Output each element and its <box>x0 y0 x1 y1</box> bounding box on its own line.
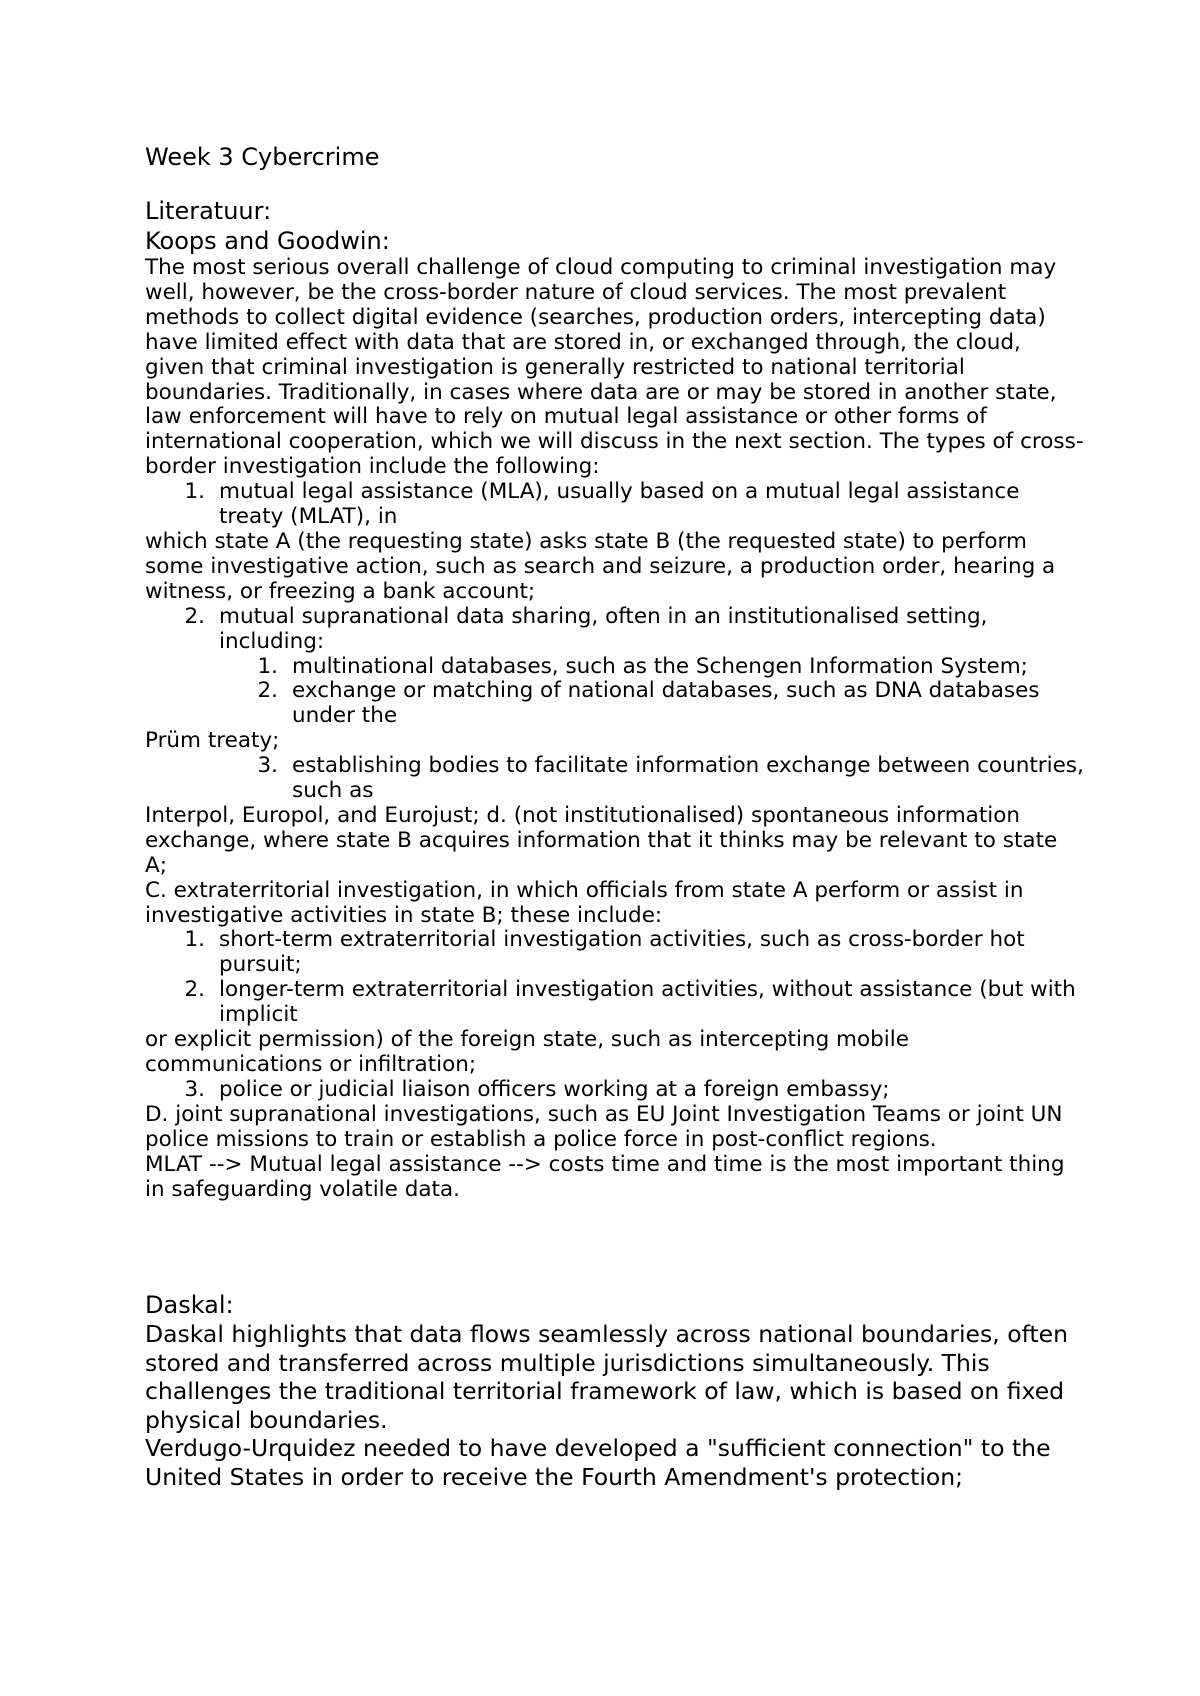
sub-list-item <box>145 655 1085 680</box>
list-text: police or judicial liaison officers working at a foreign embassy; <box>219 1076 890 1102</box>
section-c-paragraph: C. extraterritorial investigation, in which officials from state A perform or assist in investigative activities in state B; these include: <box>145 877 1024 928</box>
list-number: 1. <box>184 479 205 505</box>
sub-list-item <box>145 754 1085 804</box>
list-item <box>145 1078 1085 1103</box>
sub-list-item <box>145 679 1085 729</box>
list-text: multinational databases, such as the Schengen Information System; <box>292 653 1028 679</box>
list-item <box>145 605 1085 655</box>
list-text: exchange or matching of national databases, such as DNA databases under the <box>292 678 1040 729</box>
daskal-paragraph: Daskal highlights that data flows seamlessly across national boundaries, often stored and transferred across multiple jurisdictions simultaneously. This challenges the traditional territorial framework of law, which is based on fixed physical boundaries. <box>145 1320 1068 1434</box>
koops-heading: Koops and Goodwin: <box>145 227 390 255</box>
section-d-paragraph: D. joint supranational investigations, such as EU Joint Investigation Teams or joint UN police missions to train or establish a police force in post-conflict regions. <box>145 1101 1063 1152</box>
list-text: mutual legal assistance (MLA), usually based on a mutual legal assistance treaty (MLAT), in <box>219 479 1020 530</box>
list-number: 3. <box>184 1076 205 1102</box>
list-continuation: or explicit permission) of the foreign state, such as intercepting mobile communications or infiltration; <box>145 1027 909 1077</box>
list-text: mutual supranational data sharing, often in an institutionalised setting, including: <box>219 603 988 654</box>
literature-heading: Literatuur: <box>145 197 272 225</box>
koops-section <box>145 256 1085 1202</box>
list-item <box>145 480 1085 530</box>
document-body <box>145 142 1085 1491</box>
document-title: Week 3 Cybercrime <box>145 143 380 171</box>
list-text: establishing bodies to facilitate information exchange between countries, such as <box>292 753 1084 804</box>
daskal-heading: Daskal: <box>145 1291 234 1320</box>
list-continuation: Prüm treaty; <box>145 728 280 754</box>
list-continuation: Interpol, Europol, and Eurojust; d. (not institutionalised) spontaneous information exchange, where state B acquires information that it thinks may be relevant to state A; <box>145 802 1058 878</box>
koops-intro-paragraph: The most serious overall challenge of cloud computing to criminal investigation may well, however, be the cross-border nature of cloud services. The most prevalent methods to collect digital evidence (searches, production orders, intercepting data) have limited effect with data that are stored in, or exchanged through, the cloud, given that criminal investigation is generally restricted to national territorial boundaries. Traditionally, in cases where data are or may be stored in another state, law enforcement will have to rely on mutual legal assistance or other forms of international cooperation, which we will discuss in the next section. The types of cross-border investigation include the following: <box>145 255 1084 480</box>
list-number: 3. <box>257 753 278 779</box>
daskal-paragraph: Verdugo-Urquidez needed to have developed a "sufficient connection" to the United States in order to receive the Fourth Amendment's protection; <box>145 1434 1051 1491</box>
spacer <box>145 1202 1085 1290</box>
list-text: short-term extraterritorial investigation activities, such as cross-border hot pursuit; <box>219 927 1025 978</box>
list-continuation: which state A (the requesting state) asks state B (the requested state) to perform some investigative action, such as search and seizure, a production order, hearing a witness, or freezing a bank account; <box>145 528 1056 604</box>
daskal-section <box>145 1320 1085 1491</box>
list-number: 2. <box>257 678 278 704</box>
list-number: 2. <box>184 977 205 1003</box>
list-number: 1. <box>257 653 278 679</box>
list-number: 1. <box>184 927 205 953</box>
list-item <box>145 978 1085 1028</box>
list-text: longer-term extraterritorial investigation activities, without assistance (but with implicit <box>219 977 1076 1028</box>
list-number: 2. <box>184 603 205 629</box>
list-item <box>145 928 1085 978</box>
mlat-note: MLAT --> Mutual legal assistance --> costs time and time is the most important thing in safeguarding volatile data. <box>145 1151 1065 1202</box>
